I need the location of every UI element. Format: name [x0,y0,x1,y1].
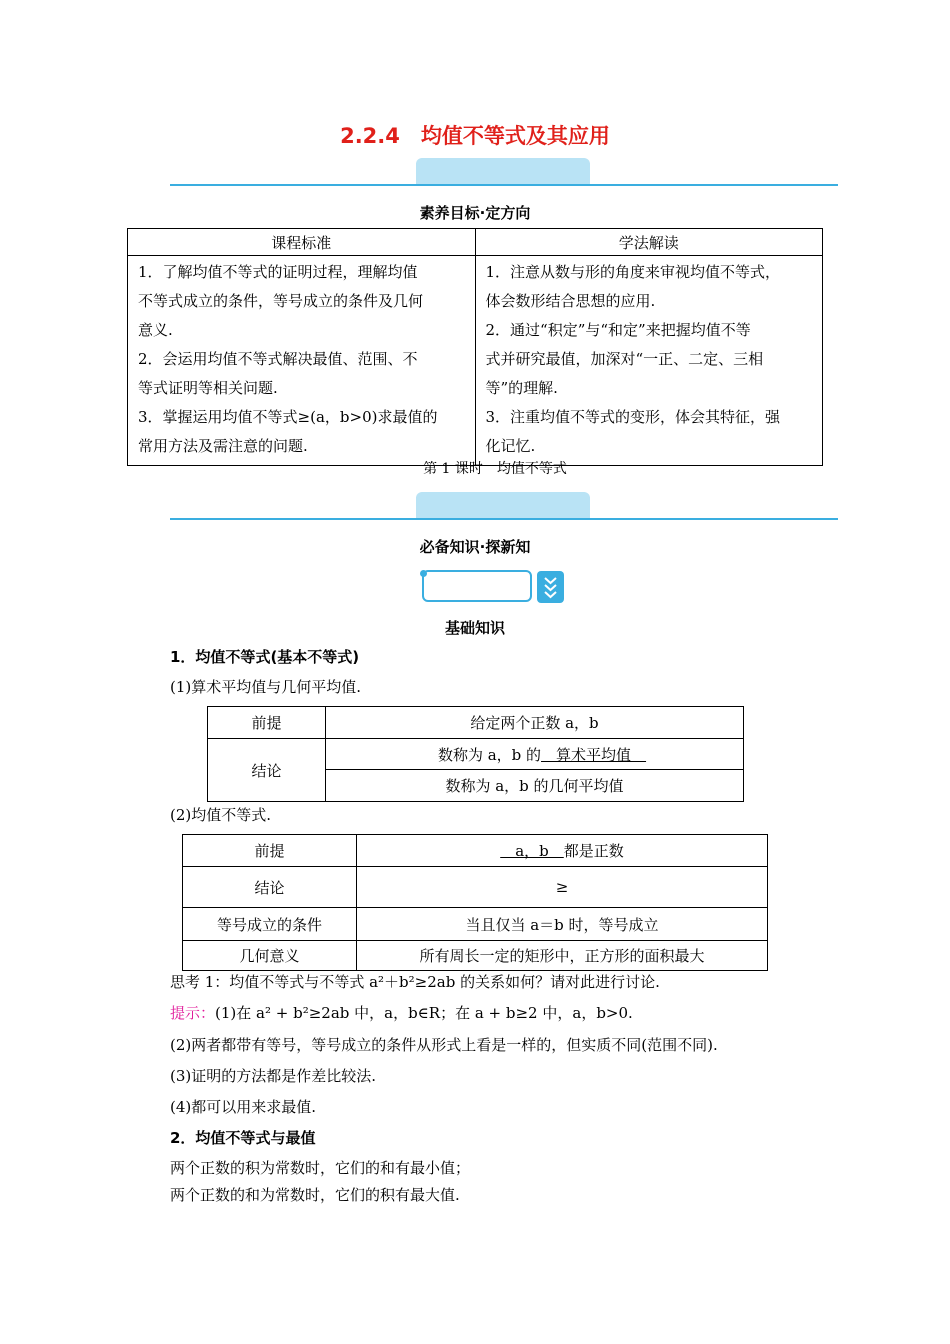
goals-col2-line: 式并研究最值，加深对“一正、二定、三相 [485,350,764,368]
goals-col2-line: 3．注重均值不等式的变形，体会其特征，强 [485,408,781,426]
ineq-row-value: ≥ [357,867,768,908]
item1-title: 1．均值不等式(基本不等式) [170,648,360,666]
section-band-tab [416,158,590,186]
hint4-text: (4)都可以用来求最值. [170,1098,317,1116]
item2-title: 2．均值不等式与最值 [170,1129,316,1147]
section-band-tab [416,492,590,520]
think1-text: 思考 1：均值不等式与不等式 a²＋b²≥2ab 的关系如何？请对此进行讨论. [170,973,660,991]
goals-col2-header: 学法解读 [475,229,823,256]
goals-col1-line: 不等式成立的条件，等号成立的条件及几何 [138,292,424,310]
means-premise-label: 前提 [208,707,326,739]
item1-2-text: (2)均值不等式. [170,806,272,824]
goals-col2-line: 体会数形结合思想的应用. [485,292,656,310]
hint1-text: (1)在 a² + b²≥2ab 中，a，b∈R；在 a + b≥2 中，a，b>0. [215,1004,633,1022]
goals-col1-line: 常用方法及需注意的问题. [138,437,308,455]
section-heading-knowledge: 必备知识·探新知 [419,538,531,556]
means-conclusion-row1 [326,739,744,770]
ineq-row-label: 结论 [183,867,357,908]
goals-col2-cell [475,256,823,466]
ineq-row-label: 几何意义 [183,941,357,971]
ineq-row-value: 当且仅当 a＝b 时，等号成立 [357,908,768,941]
hint-label: 提示： [170,1004,216,1022]
goals-col1-header: 课程标准 [128,229,476,256]
section-band-line [170,518,838,520]
ineq-row-value [357,835,768,867]
means-conclusion-row2: 数称为 a，b 的几何平均值 [326,770,744,802]
ineq-row-label: 等号成立的条件 [183,908,357,941]
means-conclusion-row1-prefix: 数称为 a，b 的 [437,745,542,764]
item2-line2: 两个正数的和为常数时，它们的积有最大值. [170,1186,460,1204]
ineq-row-value: 所有周长一定的矩形中，正方形的面积最大 [357,941,768,971]
goals-table [127,228,823,466]
goals-col2-line: 化记忆. [485,437,536,455]
goals-col1-cell [128,256,476,466]
goals-col2-line: 等”的理解. [485,379,558,397]
item2-line1: 两个正数的积为常数时，它们的和有最小值； [170,1159,471,1177]
means-premise-value: 给定两个正数 a，b [326,707,744,739]
ineq-premise-text: 都是正数 [563,842,624,860]
means-answer-blank: 算术平均值 [541,745,647,764]
subsection-heading: 基础知识 [444,619,505,637]
goals-col1-line: 2．会运用均值不等式解决最值、范围、不 [138,350,418,368]
lesson-title: 第 1 课时 均值不等式 [423,461,567,477]
means-table [207,706,744,802]
goals-col1-line: 意义. [138,321,173,339]
item1-1-text: (1)算术平均值与几何平均值. [170,678,362,696]
hint3-text: (3)证明的方法都是作差比较法. [170,1067,377,1085]
hint1-line [170,1002,633,1023]
page-title: 2.2.4 均值不等式及其应用 [340,124,610,148]
goals-col1-line: 等式证明等相关问题. [138,379,278,397]
goals-col1-line: 1．了解均值不等式的证明过程，理解均值 [138,263,418,281]
goals-col2-line: 1．注意从数与形的角度来审视均值不等式， [485,263,781,281]
goals-col1-line: 3．掌握运用均值不等式≥(a，b>0)求最值的 [138,408,438,426]
label-frame-icon [422,570,532,602]
hint2-text: (2)两者都带有等号，等号成立的条件从形式上看是一样的，但实质不同(范围不同). [170,1036,718,1054]
ineq-answer-blank: a，b [500,842,564,860]
ineq-row-label: 前提 [183,835,357,867]
inequality-table [182,834,768,971]
chevron-down-icon [537,571,564,603]
means-conclusion-label: 结论 [208,739,326,802]
section-heading-goals: 素养目标·定方向 [419,204,531,222]
dot-icon [420,570,427,577]
goals-col2-line: 2．通过“积定”与“和定”来把握均值不等 [485,321,751,339]
section-band-line [170,184,838,186]
